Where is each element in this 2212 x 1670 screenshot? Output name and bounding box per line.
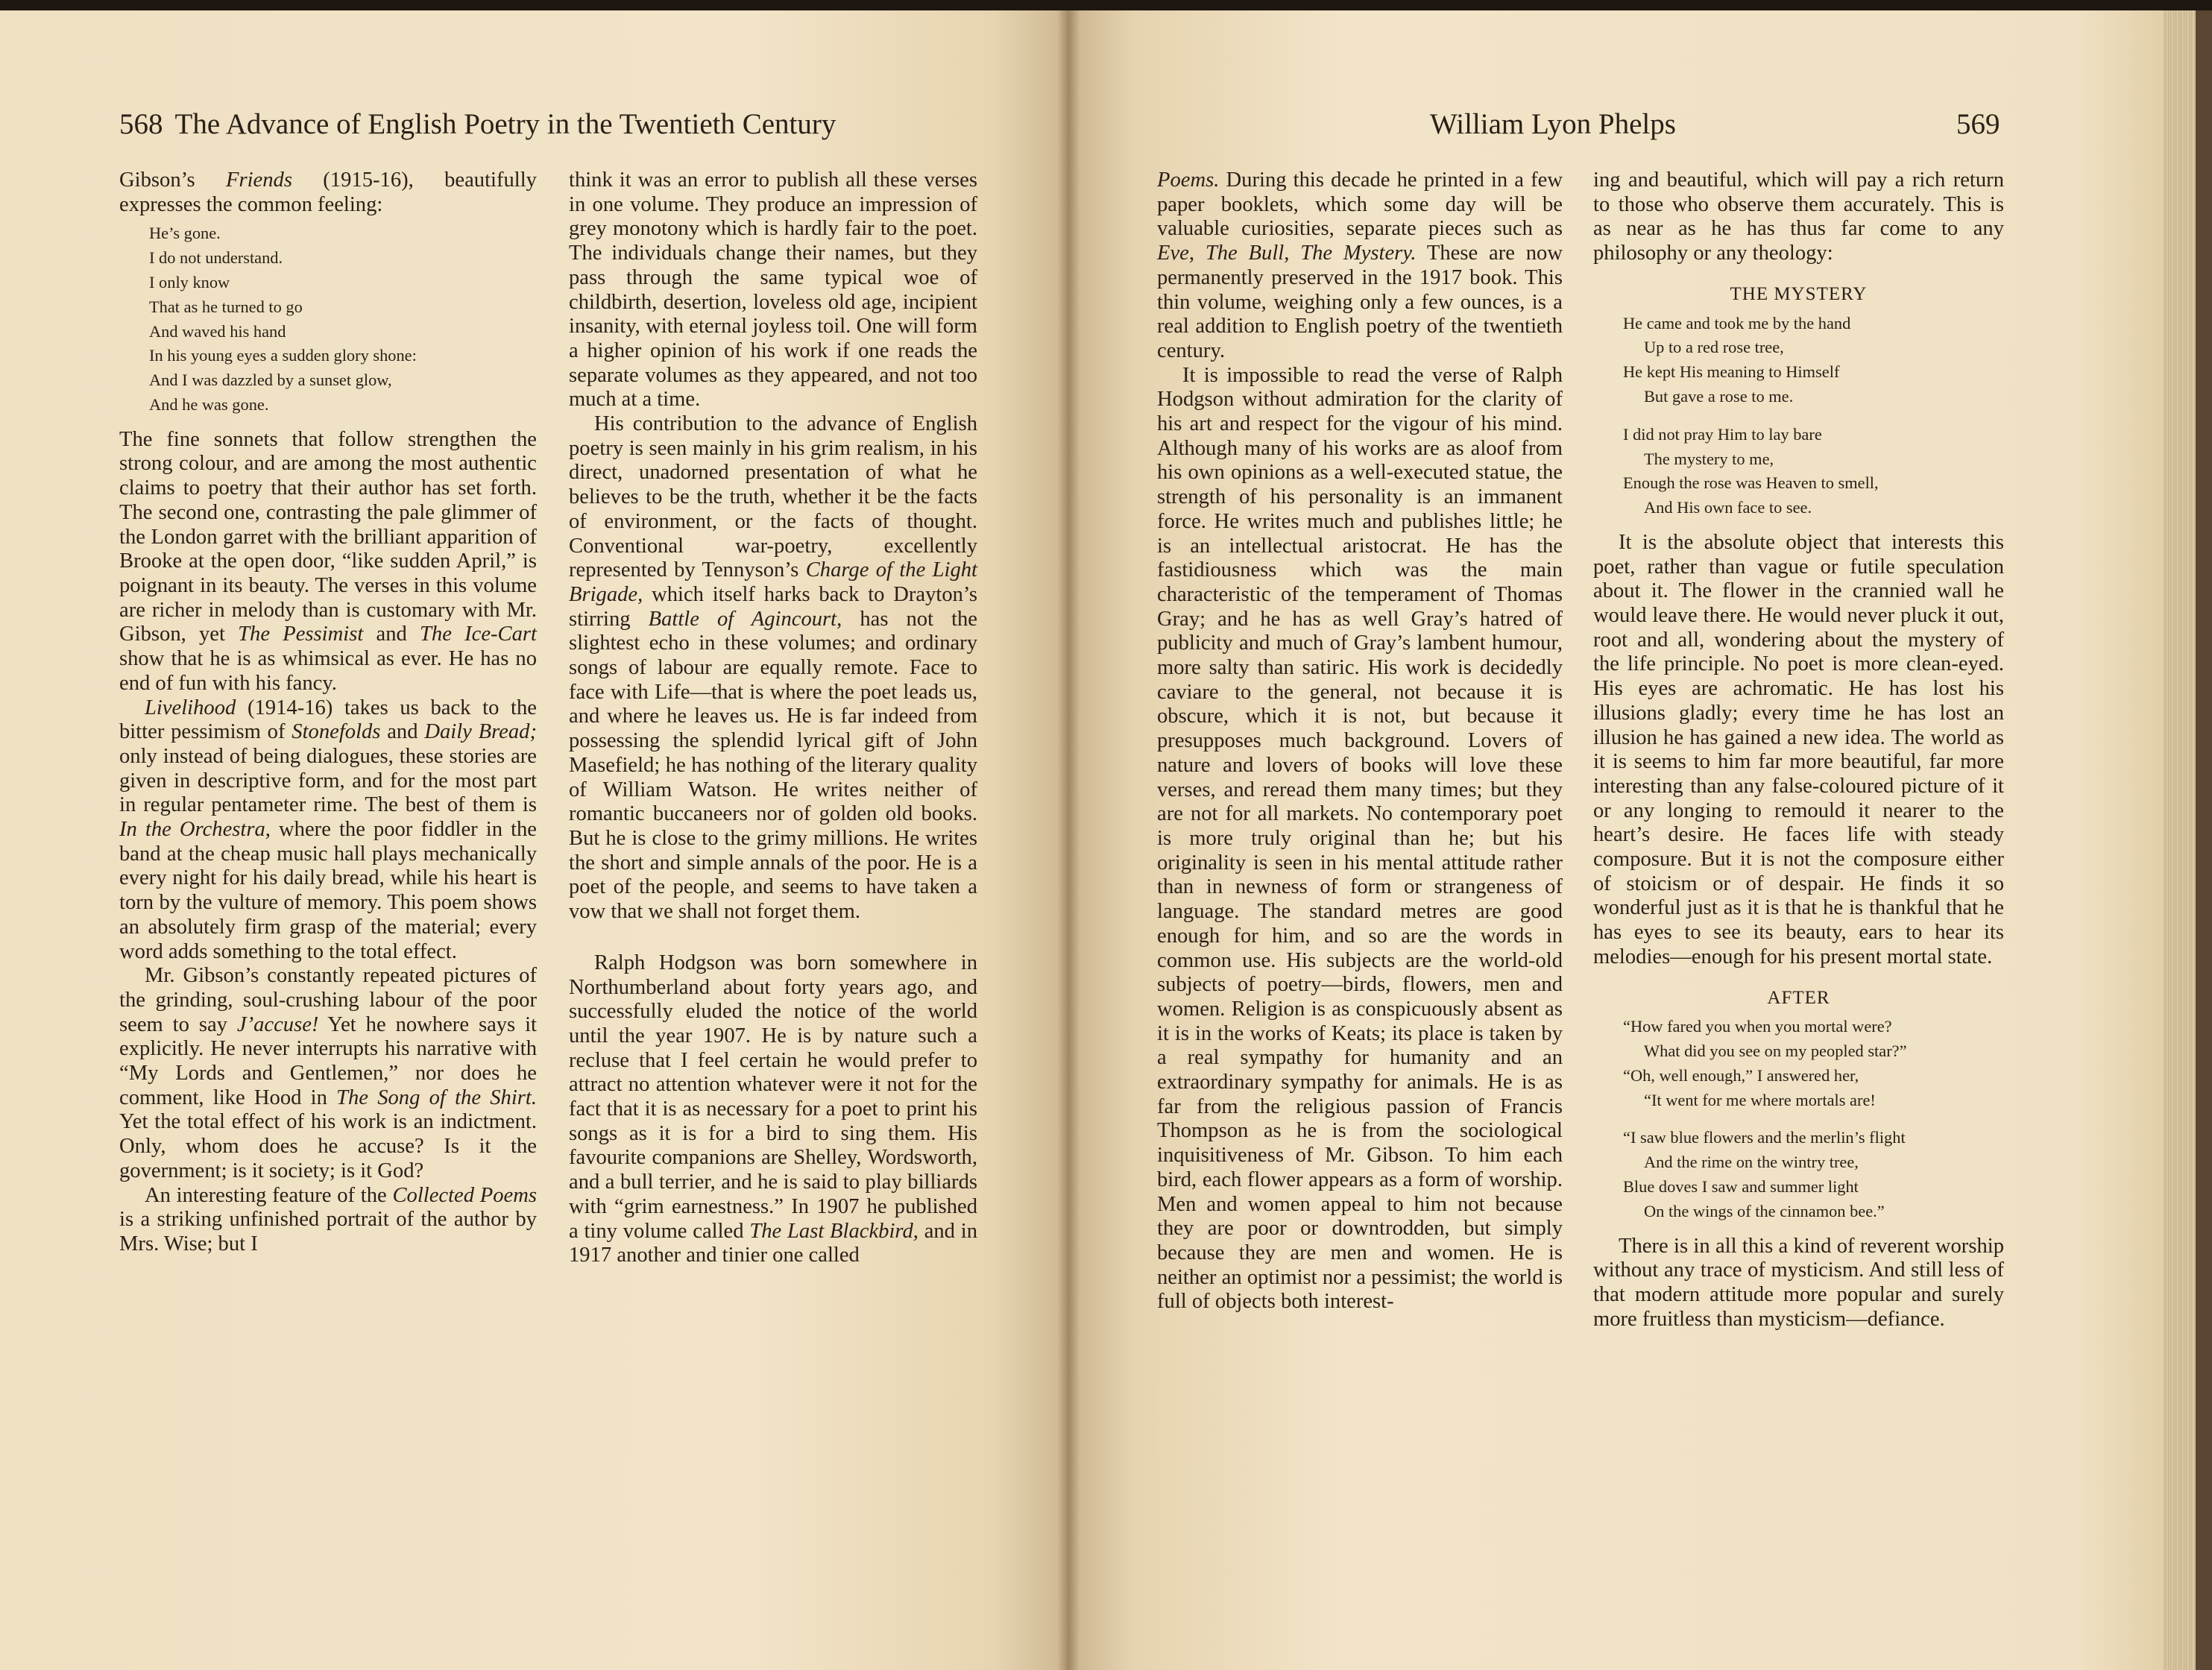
verse-line: Blue doves I saw and summer light [1623, 1177, 1859, 1197]
friends-verse [149, 221, 537, 417]
verse-line: I do not understand. [149, 248, 283, 268]
paragraph: Ralph Hodgson was born somewhere in Northumberland about forty years ago, and successfully eluded the notice of the world until the year 1907. He is by nature such a recluse that I feel certain he would prefer to attract no attention whatever were it not for the fact that it is as necessary for a poet to print his songs as it is for a bird to sing them. His favourite companions are Shelley, Wordsworth, and a bull terrier, and he is said to play billiards with “grim earnestness.” In 1907 he published a tiny volume called The Last Blackbird, and in 1917 another and tinier one called [569, 951, 977, 1267]
verse-line: And His own face to see. [1644, 498, 1812, 517]
after-verse [1623, 1015, 2004, 1223]
right-column-1 [1157, 168, 1563, 1314]
book-gutter [1057, 10, 1080, 1670]
verse-line: Enough the rose was Heaven to smell, [1623, 473, 1879, 493]
verse-line: On the wings of the cinnamon bee.” [1644, 1201, 1885, 1220]
paragraph: An interesting feature of the Collected Poems is a striking unfinished portrait of the author by Mrs. Wise; but I [119, 1183, 538, 1255]
verse-line: That as he turned to go [149, 297, 303, 316]
paragraph: Gibson’s Friends (1915-16), beautifully expresses the common feeling: [119, 168, 537, 216]
verse-line: I only know [149, 273, 230, 292]
verse-line: And I was dazzled by a sunset glow, [149, 371, 392, 390]
left-running-head [119, 106, 836, 143]
right-running-title: William Lyon Phelps [1430, 108, 1676, 140]
paragraph: It is the absolute object that interests this poet, rather than vague or futile speculation about it. The flower in the crannied wall he would leave there. He would never pluck it out, root and all, wondering about the mystery of the life principle. No poet is more clean-eyed. His eyes are achromatic. He has lost his illusions gladly; every time he has lost an illusion he has gained a new idea. The world as it is seems to him far more beautiful, far more interesting than any false-coloured picture of it or any longing to remould it nearer to the heart’s desire. He faces life with steady composure. But it is not the composure either of stoicism or of despair. He finds it so wonderful just as it is that he is thankful that he has eyes to see its beauty, ears to hear its melodies—enough for his present mortal state. [1593, 530, 2004, 968]
verse-line: And waved his hand [149, 321, 286, 341]
paragraph: Mr. Gibson’s constantly repeated pictures of the grinding, soul-crushing labour of the poor seem to say J’accuse! Yet he nowhere says it explicitly. He never interrupts his narrative with “My Lords and Gentlemen,” nor does he comment, like Hood in The Song of the Shirt. Yet the total effect of his work is an indictment. Only, whom does he accuse? Is it the government; is it society; is it God? [119, 964, 538, 1182]
paragraph: think it was an error to publish all these verses in one volume. They produce an impression of grey monotony which is hardly fair to the poet. The individuals change their names, but they pass through the same typical woe of childbirth, desertion, loveless old age, incipient insanity, with eternal joyless toil. One will form a higher opinion of his work if one reads the separate volumes as they appeared, and not too much at a time. [569, 168, 977, 412]
verse-line: Up to a red rose tree, [1644, 338, 1784, 357]
poem-title-mystery: THE MYSTERY [1730, 283, 1868, 304]
paragraph: There is in all this a kind of reverent worship without any trace of mysticism. And still less of that modern attitude more popular and surely more fruitless than mysticism—defiance. [1593, 1234, 2004, 1331]
section-break [569, 924, 977, 951]
verse-line: He’s gone. [149, 224, 221, 243]
verse-line: The mystery to me, [1644, 449, 1774, 468]
poem-title-after: AFTER [1767, 987, 1830, 1008]
paragraph: ing and beautiful, which will pay a rich return to those who observe them accurately. This is as near as he has thus far come to any philosophy or any theology: [1593, 168, 2004, 265]
paragraph: It is impossible to read the verse of Ralph Hodgson without admiration for the clarity of his art and respect for the vigour of his mind. Although many of his works are as aloof from his own opinions as a well-executed statue, the strength of his personality is an immanent force. He writes much and publishes little; he is an intellectual aristocrat. He has the fastidiousness which was the main characteristic of the temperament of Thomas Gray; and he has as well Gray’s hatred of publicity and much of Gray’s lambent humour, more salty than satiric. His work is decidedly caviare to the general, not because it is obscure, which it is not, but because it presupposes much background. Lovers of nature and lovers of books will love these verses, and reread them many times; but they are not for all markets. No contemporary poet is more truly original than he; but his originality is seen in his mental attitude rather than in newness of form or strangeness of language. The standard metres are good enough for him, and so are the words in common use. His subjects are the world-old subjects of poetry—birds, flowers, men and women. Religion is as conspicuously absent as it is in the works of Keats; its place is taken by a real sympathy for humanity and an extraordinary sympathy for animals. He is as far from the religious passion of Francis Thompson as he is from the sociological inquisitiveness of Mr. Gibson. To him each bird, each flower appears as a form of worship. Men and women appeal to him not because they are poor or downtrodden, but simply because they are men and women. He is neither an optimist nor a pessimist; the world is full of objects both interest- [1157, 363, 1563, 1314]
paragraph: The fine sonnets that follow strengthen the strong colour, and are among the most authentic claims to poetry that their author has set forth. The second one, contrasting the pale glimmer of the London garret with the brilliant apparition of Brooke at the open door, “like sudden April,” is poignant in its beauty. The verses in this volume are richer in melody than is customary with Mr. Gibson, yet The Pessimist and The Ice-Cart show that he is as whimsical as ever. He has no end of fun with his fancy. [119, 427, 537, 695]
verse-line: And he was gone. [149, 394, 269, 414]
verse-line: “I saw blue flowers and the merlin’s flight [1623, 1128, 1906, 1147]
left-page-number: 568 [119, 108, 163, 140]
left-running-title: The Advance of English Poetry in the Twentieth Century [174, 108, 836, 140]
page-fore-edge [2164, 10, 2212, 1670]
verse-line: “Oh, well enough,” I answered her, [1623, 1065, 1859, 1085]
verse-line: “How fared you when you mortal were? [1623, 1017, 1892, 1036]
right-page-number: 569 [1956, 108, 2000, 140]
left-column-2 [569, 168, 977, 1268]
verse-line: I did not pray Him to lay bare [1623, 424, 1822, 444]
paragraph: Livelihood (1914-16) takes us back to the bitter pessimism of Stonefolds and Daily Bread; only instead of being dialogues, these stories are given in descriptive form, and for the most part in regular pentameter rime. The best of them is In the Orchestra, where the poor fiddler in the band at the cheap music hall plays mechanically every night for his daily bread, while his heart is torn by the vulture of memory. This poem shows an absolutely firm grasp of the material; every word adds something to the total effect. [119, 696, 537, 963]
verse-line: “It went for me where mortals are! [1644, 1090, 1876, 1109]
right-column-2 [1593, 168, 2004, 1332]
left-column-1 [119, 168, 537, 1257]
verse-line: He kept His meaning to Himself [1623, 362, 1840, 382]
paragraph: Poems. During this decade he printed in a few paper booklets, which some day will be valuable curiosities, separate pieces such as Eve, The Bull, The Mystery. These are now permanently preserved in the 1917 book. This thin volume, weighing only a few ounces, is a real addition to English poetry of the twentieth century. [1157, 168, 1563, 362]
verse-line: In his young eyes a sudden glory shone: [149, 346, 417, 365]
verse-line: But gave a rose to me. [1644, 386, 1794, 406]
verse-line: He came and took me by the hand [1623, 313, 1851, 333]
paragraph: His contribution to the advance of English poetry is seen mainly in his grim realism, in his direct, unadorned presentation of what he believes to be the truth, whether it be the facts of environment, or the facts of thought. Conventional war-poetry, excellently represented by Tennyson’s Charge of the Light Brigade, which itself harks back to Drayton’s stirring Battle of Agincourt, has not the slightest echo in these volumes; and ordinary songs of labour are equally remote. Face to face with Life—that is where the poet leads us, and where he leaves us. He is far indeed from possessing the splendid lyrical gift of John Masefield; he has nothing of the literary quality of William Watson. He writes neither of romantic buccaneers nor of golden old books. But he is close to the grimy millions. He writes the short and simple annals of the poor. He is a poet of the people, and seems to have taken a vow that we shall not forget them. [569, 412, 978, 924]
mystery-verse [1623, 312, 2004, 520]
verse-line: What did you see on my peopled star?” [1644, 1042, 1907, 1061]
verse-line: And the rime on the wintry tree, [1644, 1153, 1859, 1172]
